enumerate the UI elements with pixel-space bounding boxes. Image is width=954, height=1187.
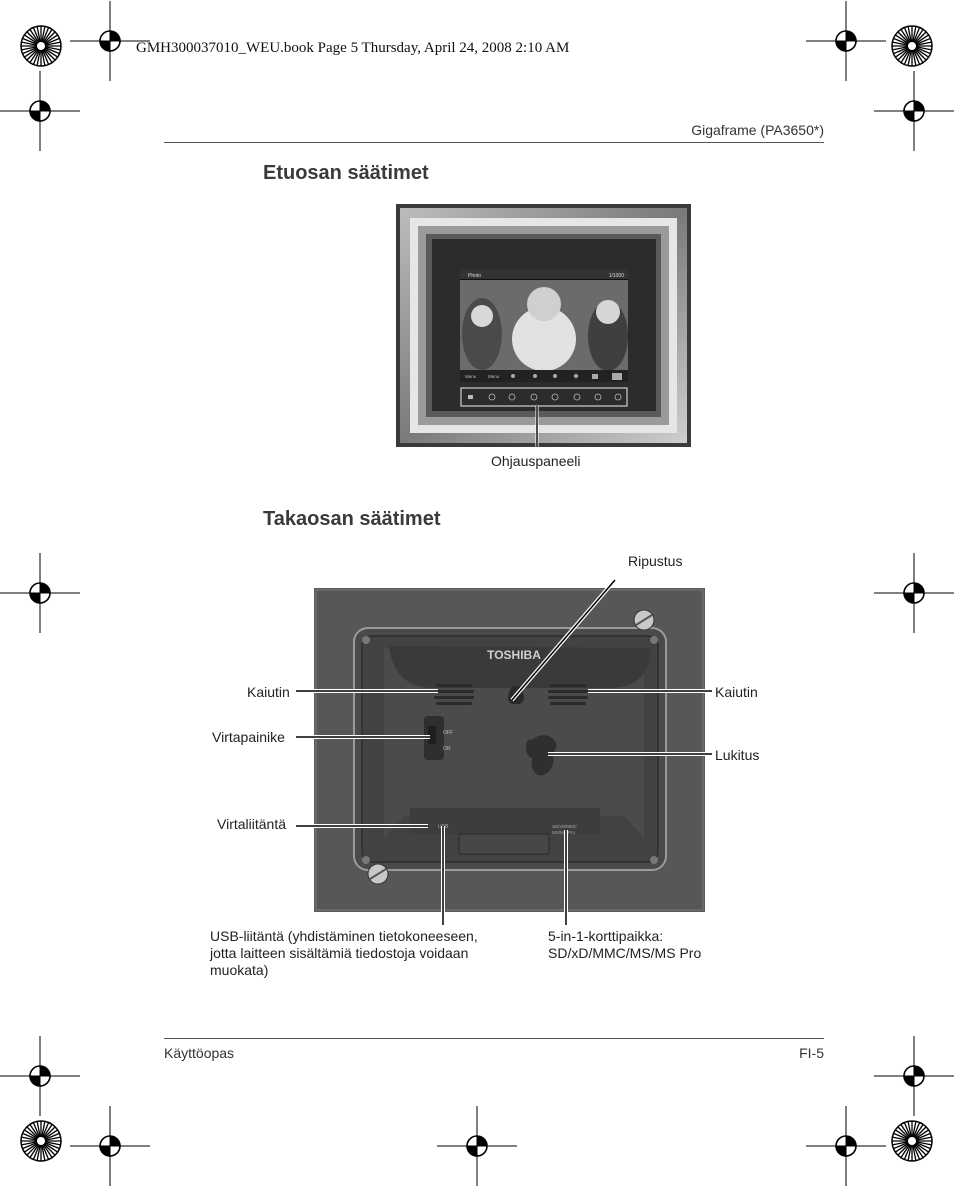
back-controls-heading: Takaosan säätimet (263, 508, 441, 530)
print-slug-line: GMH300037010_WEU.book Page 5 Thursday, April 24, 2008 2:10 AM (136, 40, 570, 56)
screen-menu-second: Menu (488, 374, 500, 379)
callout-power-button: Virtapainike (212, 729, 285, 745)
callout-usb-line-1: USB-liitäntä (yhdistäminen tietokoneeseen, (210, 928, 478, 944)
card-slot-label-2: MS/MS Pro (552, 830, 576, 835)
front-controls-heading: Etuosan säätimet (263, 162, 429, 184)
switch-on-label: ON (443, 746, 451, 752)
dc-port-label: DC (421, 824, 429, 830)
footer-page-number: FI-5 (799, 1045, 824, 1061)
callout-card-line-1: 5-in-1-korttipaikka: (548, 928, 664, 944)
running-header-product: Gigaframe (PA3650*) (691, 122, 824, 138)
screen-menu-left: Menu (465, 374, 477, 379)
callout-usb-port (210, 928, 478, 979)
callout-card-line-2: SD/xD/MMC/MS/MS Pro (548, 945, 702, 961)
switch-off-label: OFF (443, 730, 453, 736)
brand-logo: TOSHIBA (487, 648, 541, 662)
callout-hanger: Ripustus (628, 553, 683, 569)
callout-speaker-right: Kaiutin (715, 684, 758, 700)
usb-port-label: USB (438, 824, 449, 830)
callout-lock: Lukitus (715, 747, 760, 763)
footer-left: Käyttöopas (164, 1045, 235, 1061)
card-slot-label-1: SD/xD/MMC (552, 824, 577, 829)
screen-topbar-right: 1/1000 (608, 273, 624, 279)
footer-rule (164, 1038, 824, 1039)
screen-topbar-left: Photo (468, 273, 482, 279)
callout-usb-line-3: muokata) (210, 962, 269, 978)
callout-card-slot (548, 928, 701, 962)
callout-speaker-left: Kaiutin (247, 684, 290, 700)
callout-power-jack: Virtaliitäntä (217, 816, 287, 832)
callout-control-panel: Ohjauspaneeli (491, 453, 581, 469)
callout-usb-line-2: jotta laitteen sisältämiä tiedostoja voidaan (210, 945, 469, 961)
